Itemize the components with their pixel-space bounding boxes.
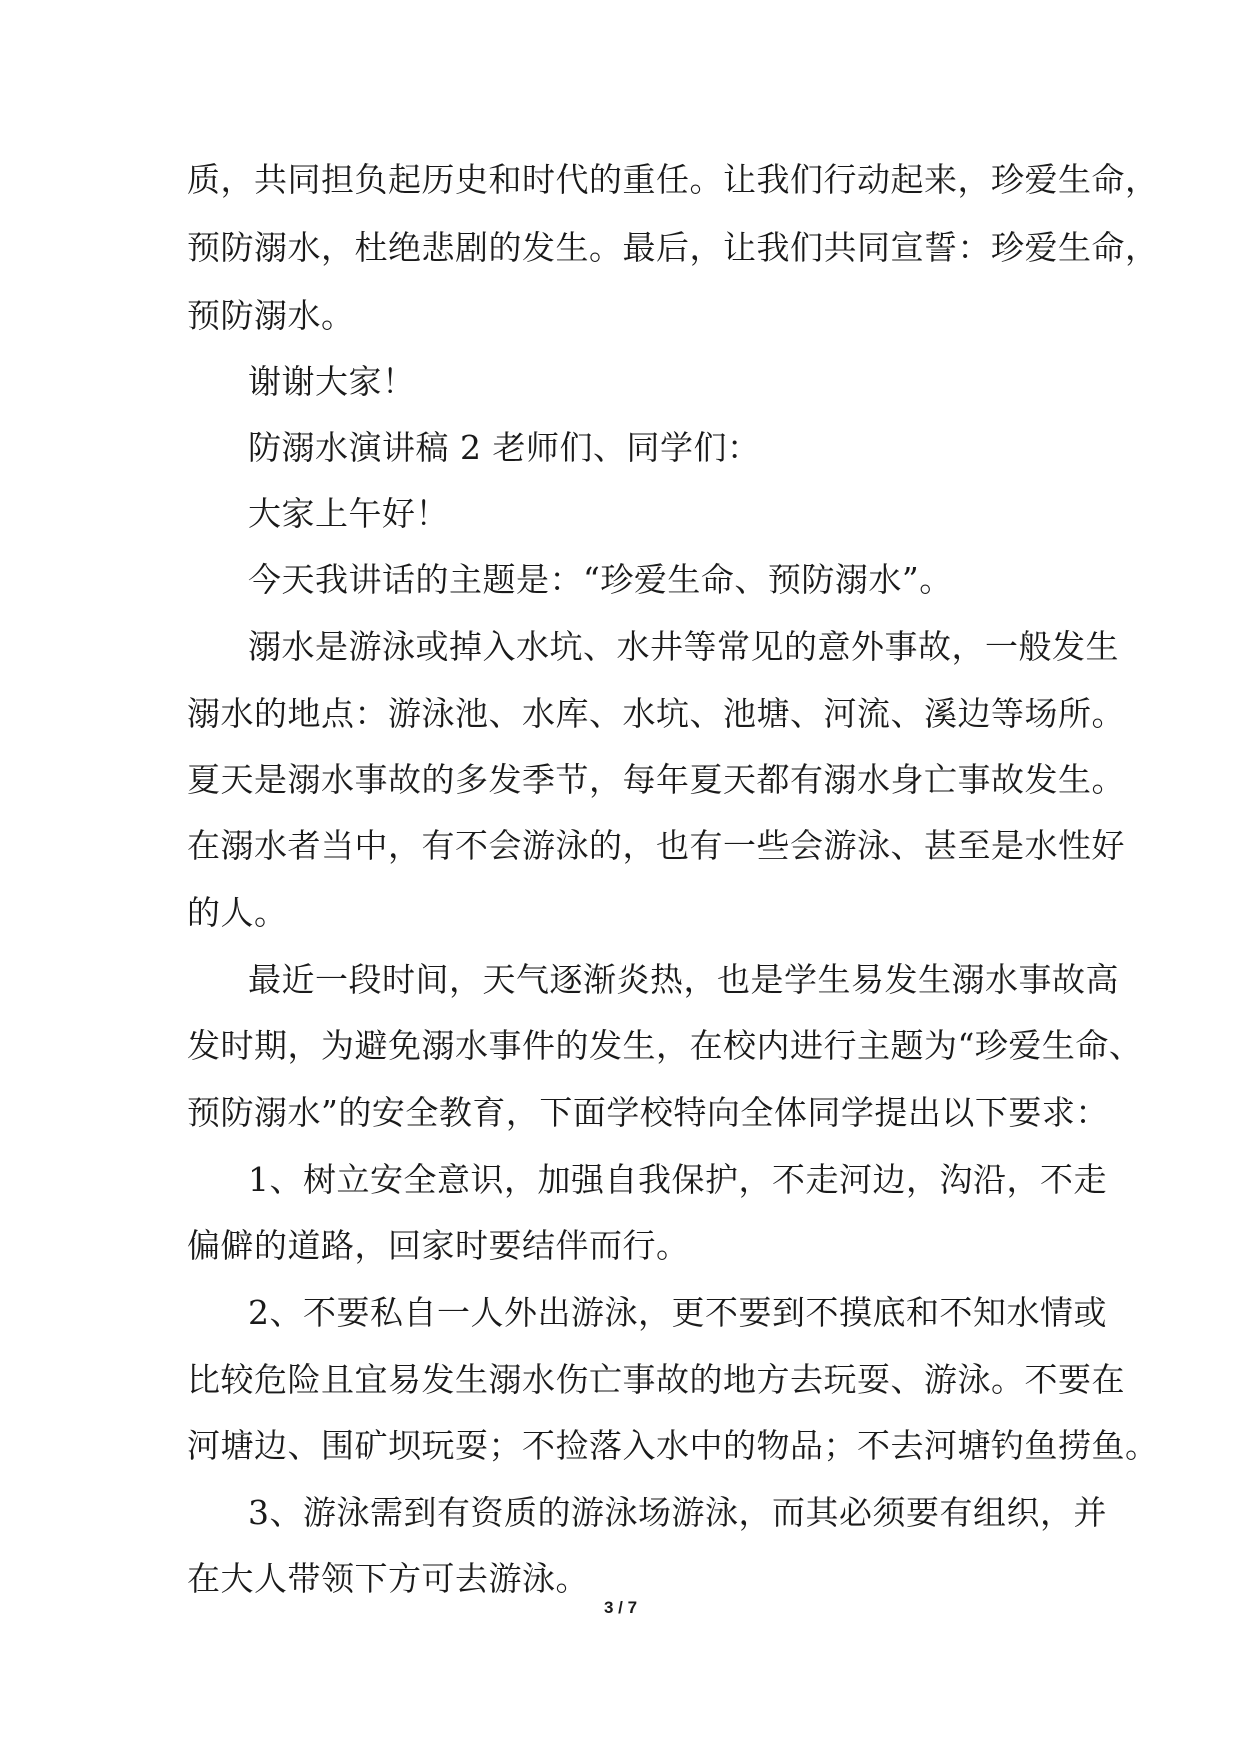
text-line: 发时期，为避免溺水事件的发生，在校内进行主题为“珍爱生命、	[187, 1026, 1143, 1065]
text-line: 溺水的地点：游泳池、水库、水坑、池塘、河流、溪边等场所。	[187, 694, 1125, 733]
page-number: 3 / 7	[603, 1598, 638, 1617]
text-line: 1、树立安全意识，加强自我保护，不走河边，沟沿，不走	[248, 1160, 1107, 1199]
text-line: 的人。	[187, 893, 288, 932]
text-line: 大家上午好！	[248, 494, 449, 533]
text-line: 预防溺水。	[187, 296, 355, 335]
text-line: 预防溺水”的安全教育，下面学校特向全体同学提出以下要求：	[187, 1093, 1109, 1132]
text-line: 3、游泳需到有资质的游泳场游泳，而其必须要有组织，并	[248, 1493, 1107, 1532]
text-line: 质，共同担负起历史和时代的重任。让我们行动起来，珍爱生命，	[187, 160, 1159, 199]
text-line: 偏僻的道路，回家时要结伴而行。	[187, 1226, 690, 1265]
text-line: 防溺水演讲稿 2 老师们、同学们：	[248, 428, 761, 467]
text-line: 最近一段时间，天气逐渐炎热，也是学生易发生溺水事故高	[248, 960, 1119, 999]
text-line: 比较危险且宜易发生溺水伤亡事故的地方去玩耍、游泳。不要在	[187, 1360, 1125, 1399]
text-line: 预防溺水，杜绝悲剧的发生。最后，让我们共同宣誓：珍爱生命，	[187, 228, 1159, 267]
text-line: 今天我讲话的主题是：“珍爱生命、预防溺水”。	[248, 560, 953, 599]
text-line: 溺水是游泳或掉入水坑、水井等常见的意外事故，一般发生	[248, 627, 1119, 666]
text-line: 河塘边、围矿坝玩耍；不捡落入水中的物品；不去河塘钓鱼捞鱼。	[187, 1426, 1159, 1465]
text-line: 在溺水者当中，有不会游泳的，也有一些会游泳、甚至是水性好	[187, 826, 1125, 865]
text-line: 在大人带领下方可去游泳。	[187, 1559, 589, 1598]
text-line: 夏天是溺水事故的多发季节，每年夏天都有溺水身亡事故发生。	[187, 760, 1125, 799]
text-line: 谢谢大家！	[248, 362, 416, 401]
text-line: 2、不要私自一人外出游泳，更不要到不摸底和不知水情或	[248, 1293, 1107, 1332]
